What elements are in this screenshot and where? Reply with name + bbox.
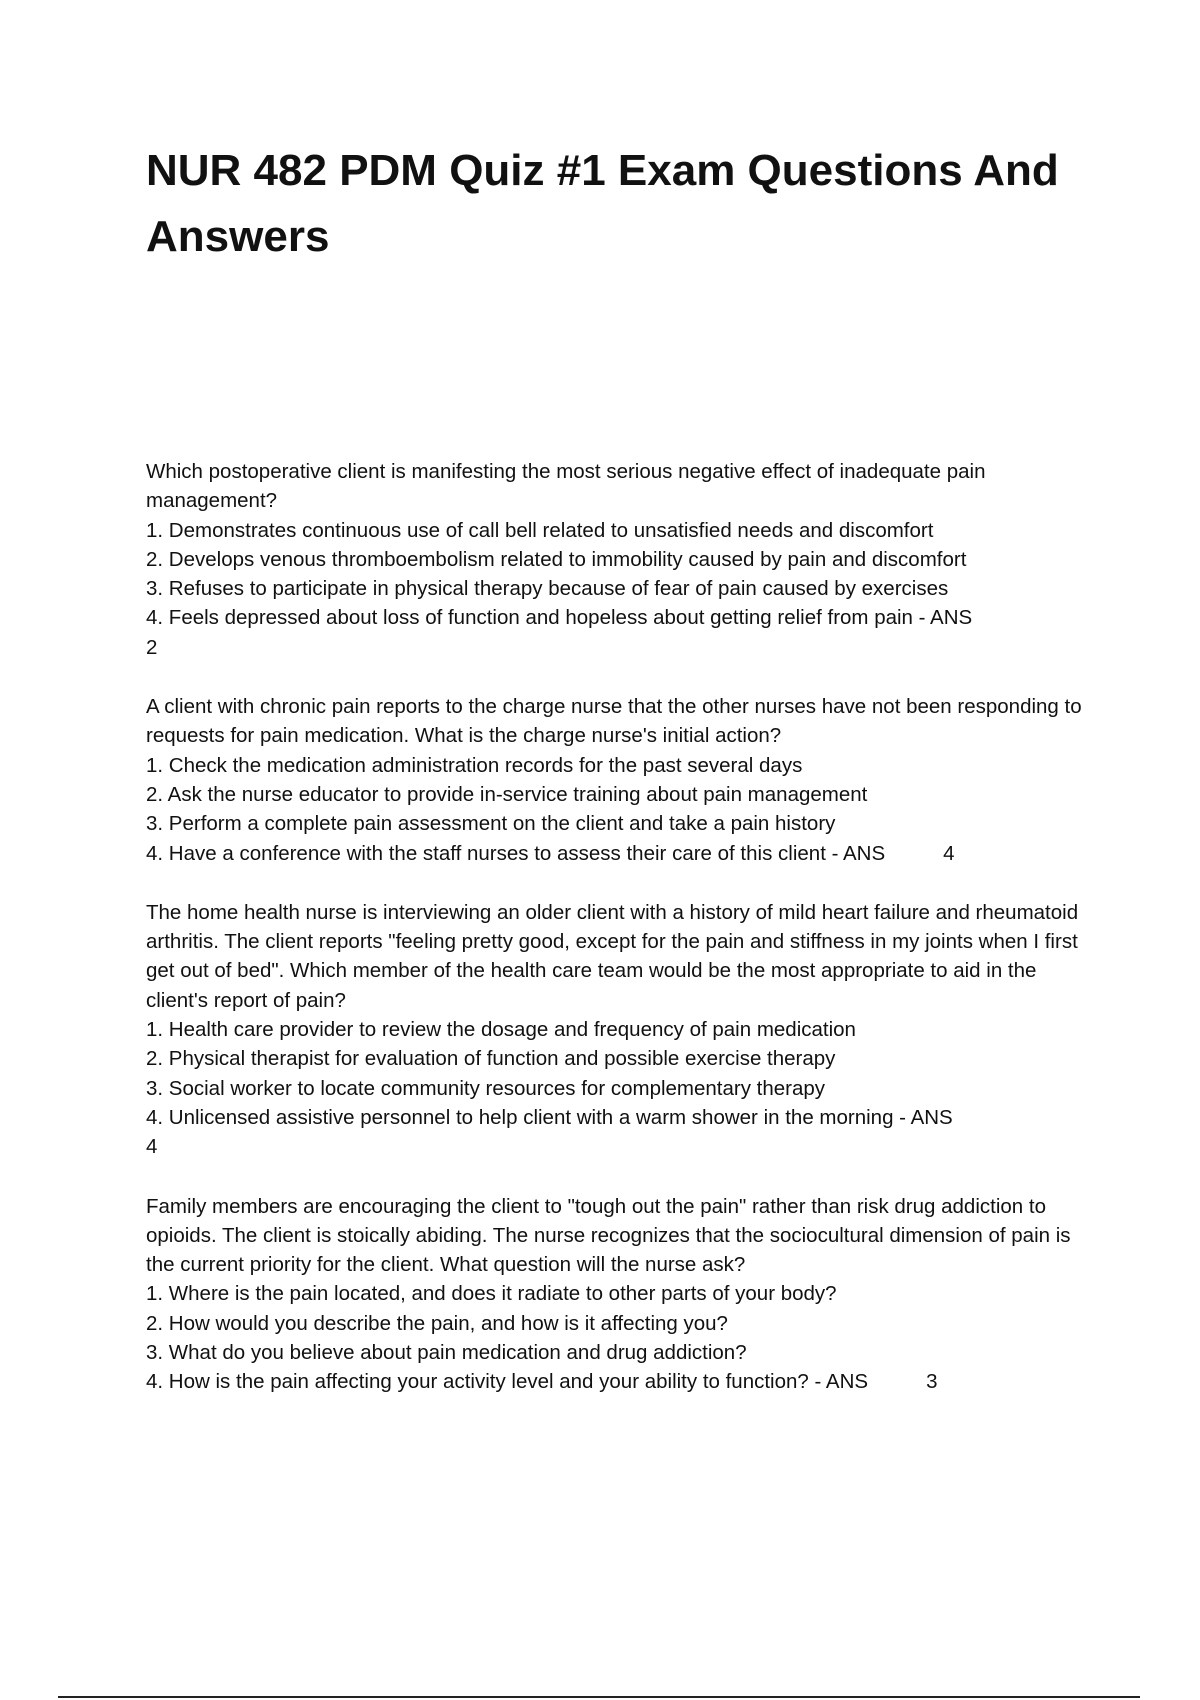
answer-option: 3. What do you believe about pain medication and drug addiction? [146,1341,747,1365]
answer-option: 2. How would you describe the pain, and how is it affecting you? [146,1311,728,1335]
question-block [146,1192,1086,1397]
answer-option: 4. Have a conference with the staff nurses to assess their care of this client - ANS [146,841,886,865]
answer-option: 1. Demonstrates continuous use of call bell related to unsatisfied needs and discomfort [146,518,934,542]
correct-answer: 4 [146,1135,158,1159]
page-title: NUR 482 PDM Quiz #1 Exam Questions And Answers [146,146,1059,261]
footer-divider [58,1696,1140,1698]
answer-option: 2. Develops venous thromboembolism related to immobility caused by pain and discomfort [146,547,967,571]
correct-answer: 2 [146,635,158,659]
answer-option-with-answer [146,1367,1086,1396]
question-stem: A client with chronic pain reports to the charge nurse that the other nurses have not been responding to requests for pain medication. What is the charge nurse's initial action? [146,695,1082,748]
answer-option: 4. Unlicensed assistive personnel to help client with a warm shower in the morning - ANS [146,1105,953,1129]
correct-answer: 3 [926,1370,938,1394]
answer-option: 4. How is the pain affecting your activity level and your ability to function? - ANS [146,1370,869,1394]
question-block [146,898,1086,1162]
answer-option: 1. Check the medication administration records for the past several days [146,753,803,777]
answer-option: 1. Health care provider to review the dosage and frequency of pain medication [146,1018,856,1042]
question-stem: Which postoperative client is manifesting the most serious negative effect of inadequate pain management? [146,460,986,513]
answer-option: 3. Refuses to participate in physical therapy because of fear of pain caused by exercises [146,577,949,601]
question-list [146,457,1086,1427]
question-stem: Family members are encouraging the client to "tough out the pain" rather than risk drug addiction to opioids. The client is stoically abiding. The nurse recognizes that the sociocultural dimension of pain is the current priority for the client. What question will the nurse ask? [146,1194,1071,1277]
correct-answer: 4 [943,841,955,865]
question-block [146,692,1086,868]
answer-option: 2. Ask the nurse educator to provide in-service training about pain management [146,782,868,806]
answer-option: 1. Where is the pain located, and does it radiate to other parts of your body? [146,1282,837,1306]
answer-option: 3. Perform a complete pain assessment on the client and take a pain history [146,812,836,836]
answer-option: 2. Physical therapist for evaluation of function and possible exercise therapy [146,1047,836,1071]
answer-option-with-answer [146,839,1086,868]
answer-option: 3. Social worker to locate community resources for complementary therapy [146,1076,826,1100]
question-block [146,457,1086,662]
question-stem: The home health nurse is interviewing an older client with a history of mild heart failure and rheumatoid arthritis. The client reports "feeling pretty good, except for the pain and stiffness in my joints when I first get out of bed". Which member of the health care team would be the most appropriate to aid in the client's report of pain? [146,900,1079,1012]
answer-option: 4. Feels depressed about loss of function and hopeless about getting relief from pain - ANS [146,606,973,630]
